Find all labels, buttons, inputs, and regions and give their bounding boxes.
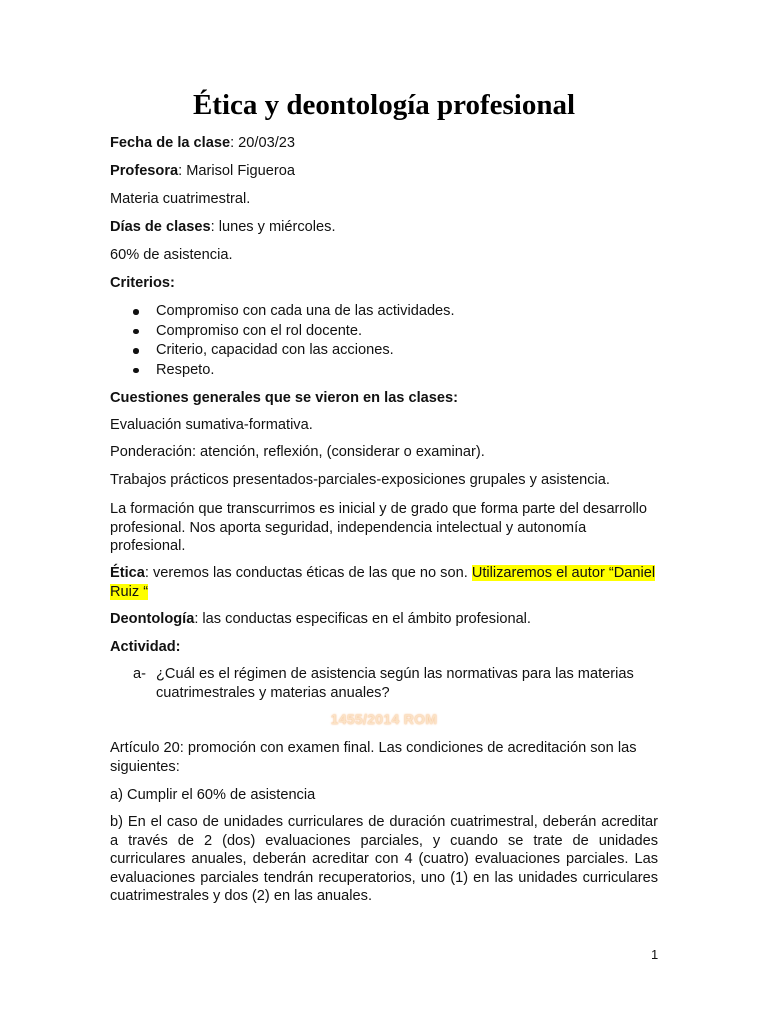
list-item: Compromiso con cada una de las actividades. (110, 302, 658, 322)
deontologia-text: : las conductas especificas en el ámbito profesional. (194, 611, 531, 627)
fecha-label: Fecha de la clase (110, 135, 231, 151)
criterios-heading: Criterios: (110, 275, 175, 291)
actividad-heading: Actividad: (110, 639, 181, 655)
page-title: Ética y deontología profesional (192, 89, 576, 121)
cuestiones-heading: Cuestiones generales que se vieron en las clases: (110, 390, 458, 406)
dias-label: Días de clases (110, 219, 211, 235)
etica-paragraph (110, 564, 658, 601)
dias-value: : lunes y miércoles. (210, 219, 336, 235)
list-item: Respeto. (110, 361, 658, 381)
question-letter: a- (133, 666, 146, 682)
criterios-list (110, 302, 658, 380)
articulo-paragraph: Artículo 20: promoción con examen final. Las condiciones de acreditación son las siguientes: (110, 740, 637, 775)
fecha-line (110, 134, 658, 153)
trabajos-line: Trabajos prácticos presentados-parciales-exposiciones grupales y asistencia. (110, 472, 610, 488)
materia-line: Materia cuatrimestral. (110, 191, 251, 207)
deontologia-line (110, 610, 658, 629)
profesora-value: : Marisol Figueroa (178, 163, 295, 179)
page-number: 1 (651, 947, 659, 962)
etica-label: Ética (110, 565, 145, 581)
punto-b-paragraph: b) En el caso de unidades curriculares de duración cuatrimestral, deberán acreditar a través de 2 (dos) evaluaciones parciales, y cuando se trate de unidades curriculares anuales, deberán acreditar con 4 (cuatro) evaluaciones parciales. Las evaluaciones parciales tendrán recuperatorios, uno (1) en las unidades curriculares cuatrimestrales y dos (2) en las anuales. (110, 814, 658, 904)
etica-highlight: Utilizaremos el autor “Daniel Ruiz “ (110, 565, 656, 600)
formacion-paragraph: La formación que transcurrimos es inicial y de grado que forma parte del desarrollo profesional. Nos aporta seguridad, independencia intelectual y autonomía profesional. (110, 501, 647, 554)
list-item: Compromiso con el rol docente. (110, 322, 658, 342)
deontologia-label: Deontología (110, 611, 195, 627)
profesora-label: Profesora (110, 163, 179, 179)
ponderacion-line: Ponderación: atención, reflexión, (considerar o examinar). (110, 444, 485, 460)
dias-line (110, 218, 658, 237)
question-text: ¿Cuál es el régimen de asistencia según las normativas para las materias cuatrimestrales y materias anuales? (156, 666, 634, 701)
fecha-value: : 20/03/23 (230, 135, 295, 151)
resolution-stamp: 1455/2014 ROM (330, 711, 438, 727)
evaluacion-line: Evaluación sumativa-formativa. (110, 417, 313, 433)
punto-a-line: a) Cumplir el 60% de asistencia (110, 787, 316, 803)
etica-text: : veremos las conductas éticas de las que no son. (144, 565, 472, 581)
profesora-line (110, 162, 658, 181)
asistencia-line: 60% de asistencia. (110, 247, 233, 263)
list-item: Criterio, capacidad con las acciones. (110, 341, 658, 361)
